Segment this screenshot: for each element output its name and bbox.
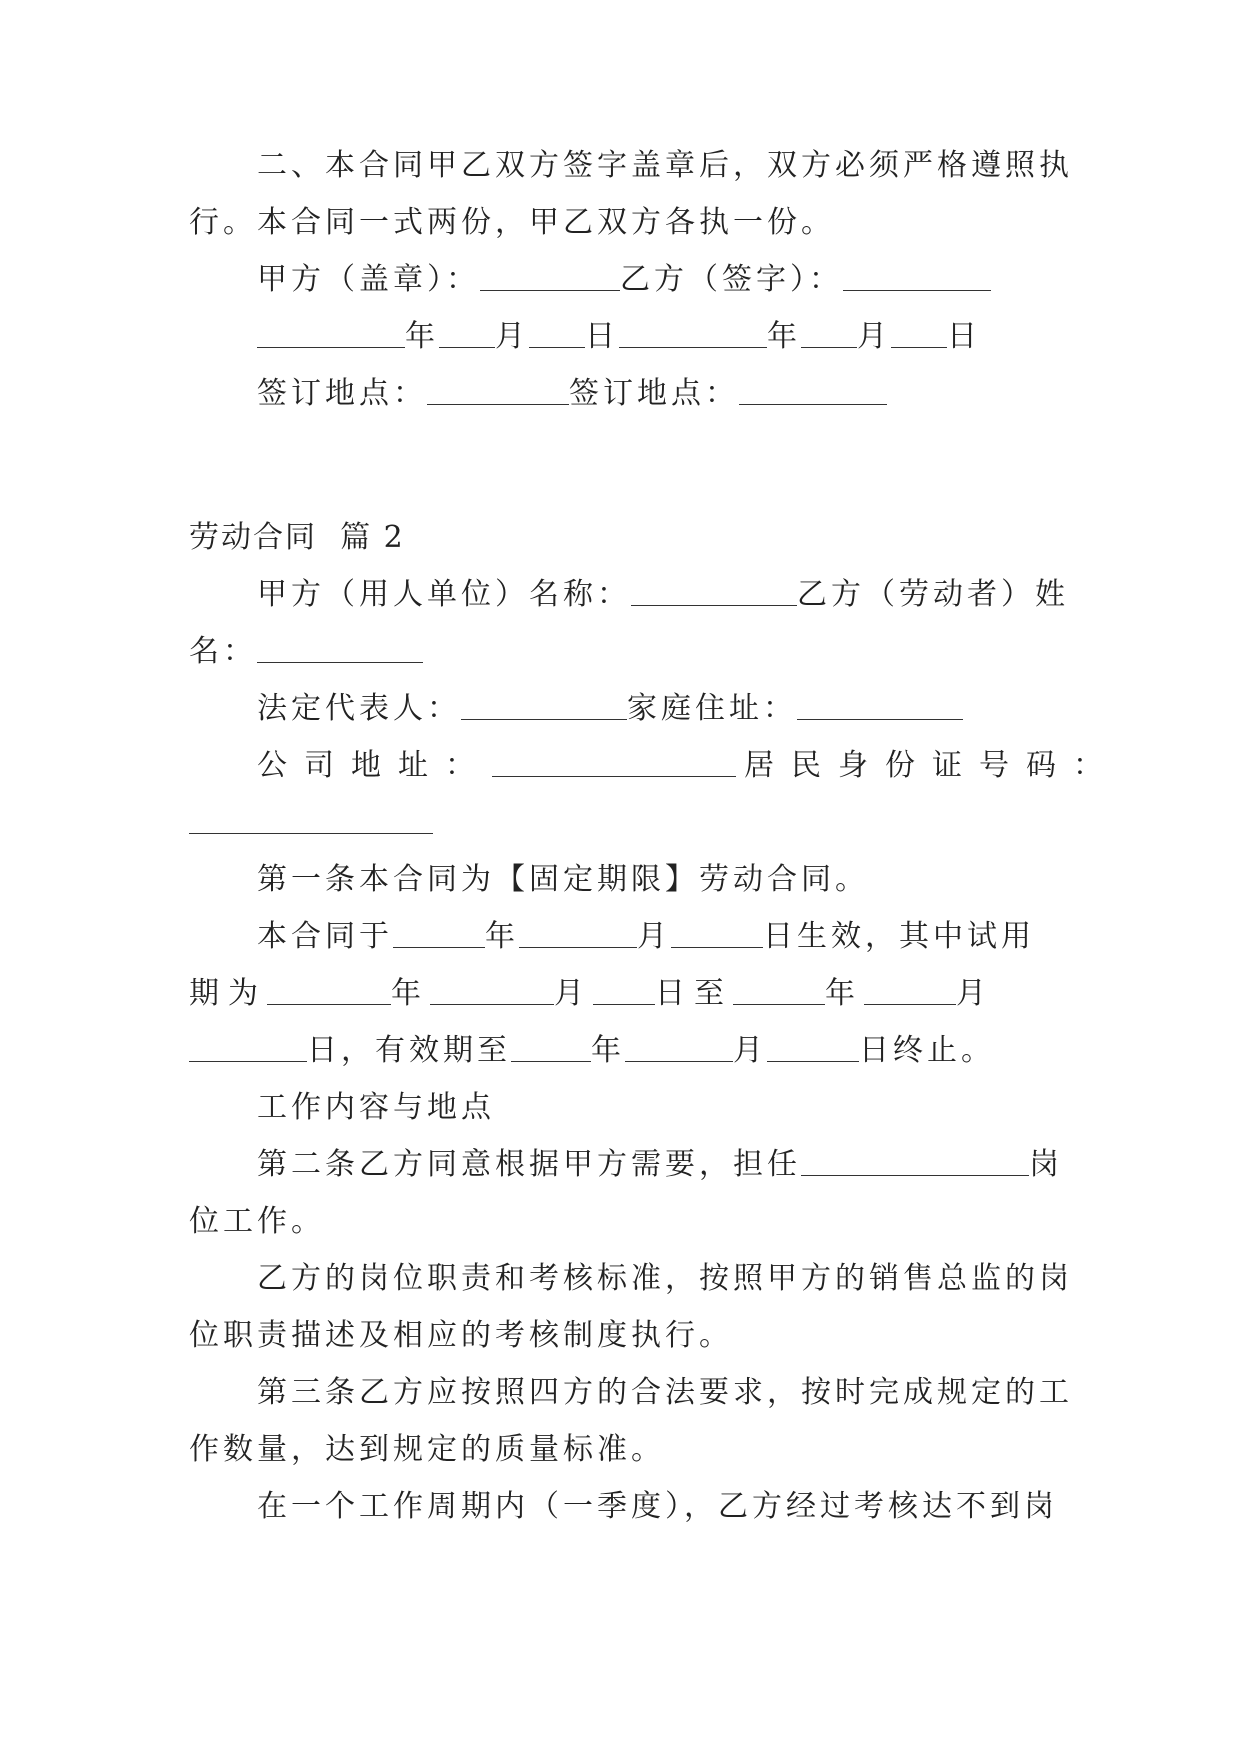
year-label: 年: [405, 319, 439, 354]
party-b-month-blank[interactable]: [801, 321, 857, 348]
probation-start-year-blank[interactable]: [267, 978, 391, 1005]
work-cycle-line: 在一个工作周期内（一季度），乙方经过考核达不到岗: [257, 1489, 1058, 1524]
article-two-line: [257, 1145, 1063, 1185]
day-label: 日: [585, 319, 619, 354]
effective-day-blank[interactable]: [671, 921, 763, 948]
employee-name-blank[interactable]: [257, 636, 423, 663]
employer-name-line: [257, 575, 1069, 615]
company-address-blank[interactable]: [492, 750, 736, 777]
effective-suffix: 日生效，其中试用: [763, 919, 1035, 954]
position-blank[interactable]: [801, 1149, 1029, 1176]
probation-prefix: 期为: [189, 976, 267, 1011]
party-a-year-blank[interactable]: [257, 321, 405, 348]
probation-start-month-blank[interactable]: [430, 978, 554, 1005]
party-b-year-blank[interactable]: [619, 321, 767, 348]
effective-month-blank[interactable]: [519, 921, 637, 948]
probation-line: [189, 974, 995, 1014]
duties-line-2: 位职责描述及相应的考核制度执行。: [189, 1318, 733, 1353]
article-two-cont: 位工作。: [189, 1204, 325, 1239]
company-address-label: 公司地址：: [257, 748, 492, 783]
month-label: 月: [554, 976, 593, 1011]
year-label: 年: [767, 319, 801, 354]
employee-name-line: [189, 632, 423, 672]
place-label-a: 签订地点：: [257, 376, 427, 411]
employee-name-label-cont: 名：: [189, 634, 257, 669]
party-b-sign-blank[interactable]: [843, 264, 991, 291]
id-number-line: [189, 803, 433, 843]
year-label: 年: [825, 976, 864, 1011]
clause-two-line-1: 二、本合同甲乙双方签字盖章后，双方必须严格遵照执: [257, 148, 1073, 183]
employer-name-label: 甲方（用人单位）名称：: [257, 577, 631, 612]
year-label: 年: [591, 1033, 625, 1068]
legal-rep-label: 法定代表人：: [257, 691, 461, 726]
party-a-month-blank[interactable]: [439, 321, 495, 348]
effective-date-line: [257, 917, 1035, 957]
end-day-blank[interactable]: [767, 1035, 859, 1062]
end-month-blank[interactable]: [625, 1035, 733, 1062]
work-heading: 工作内容与地点: [257, 1090, 495, 1125]
home-address-label: 家庭住址：: [627, 691, 797, 726]
month-label: 月: [495, 319, 529, 354]
probation-end-month-blank[interactable]: [864, 978, 956, 1005]
signing-place-line: [257, 374, 887, 414]
day-to-label: 日至: [655, 976, 733, 1011]
legal-rep-blank[interactable]: [461, 693, 627, 720]
article-two-text: 第二条乙方同意根据甲方需要，担任: [257, 1147, 801, 1182]
clause-two-line-2: 行。本合同一式两份，甲乙双方各执一份。: [189, 205, 835, 240]
article-three-line-2: 作数量，达到规定的质量标准。: [189, 1432, 665, 1467]
company-address-line: [257, 746, 1120, 786]
id-number-blank[interactable]: [189, 807, 433, 834]
end-suffix: 日终止。: [859, 1033, 995, 1068]
signing-date-line: [257, 317, 981, 357]
article-two-post: 岗: [1029, 1147, 1063, 1182]
year-label: 年: [391, 976, 430, 1011]
section-title: 劳动合同 篇 2: [189, 520, 405, 555]
place-label-b: 签订地点：: [569, 376, 739, 411]
employee-name-label: 乙方（劳动者）姓: [797, 577, 1069, 612]
month-label: 月: [857, 319, 891, 354]
party-a-seal-blank[interactable]: [480, 264, 620, 291]
legal-rep-line: [257, 689, 963, 729]
signature-line: [257, 260, 991, 300]
probation-end-day-blank[interactable]: [189, 1035, 307, 1062]
party-b-day-blank[interactable]: [891, 321, 947, 348]
valid-until-label: 日，有效期至: [307, 1033, 511, 1068]
article-three-line-1: 第三条乙方应按照四方的合法要求，按时完成规定的工: [257, 1375, 1073, 1410]
effective-prefix: 本合同于: [257, 919, 393, 954]
home-address-blank[interactable]: [797, 693, 963, 720]
article-one: 第一条本合同为【固定期限】劳动合同。: [257, 862, 869, 897]
party-a-seal-label: 甲方（盖章）：: [257, 262, 480, 297]
day-label: 日: [947, 319, 981, 354]
month-label: 月: [733, 1033, 767, 1068]
party-a-day-blank[interactable]: [529, 321, 585, 348]
place-blank-a[interactable]: [427, 378, 569, 405]
employer-name-blank[interactable]: [631, 579, 797, 606]
end-year-blank[interactable]: [511, 1035, 591, 1062]
party-b-sign-label: 乙方（签字）：: [620, 262, 843, 297]
place-blank-b[interactable]: [739, 378, 887, 405]
effective-year-blank[interactable]: [393, 921, 485, 948]
month-label: 月: [637, 919, 671, 954]
month-label: 月: [956, 976, 995, 1011]
id-number-label: 居民身份证号码：: [744, 748, 1120, 783]
duties-line-1: 乙方的岗位职责和考核标准，按照甲方的销售总监的岗: [257, 1261, 1073, 1296]
probation-start-day-blank[interactable]: [593, 978, 655, 1005]
probation-end-year-blank[interactable]: [733, 978, 825, 1005]
year-label: 年: [485, 919, 519, 954]
validity-line: [189, 1031, 995, 1071]
